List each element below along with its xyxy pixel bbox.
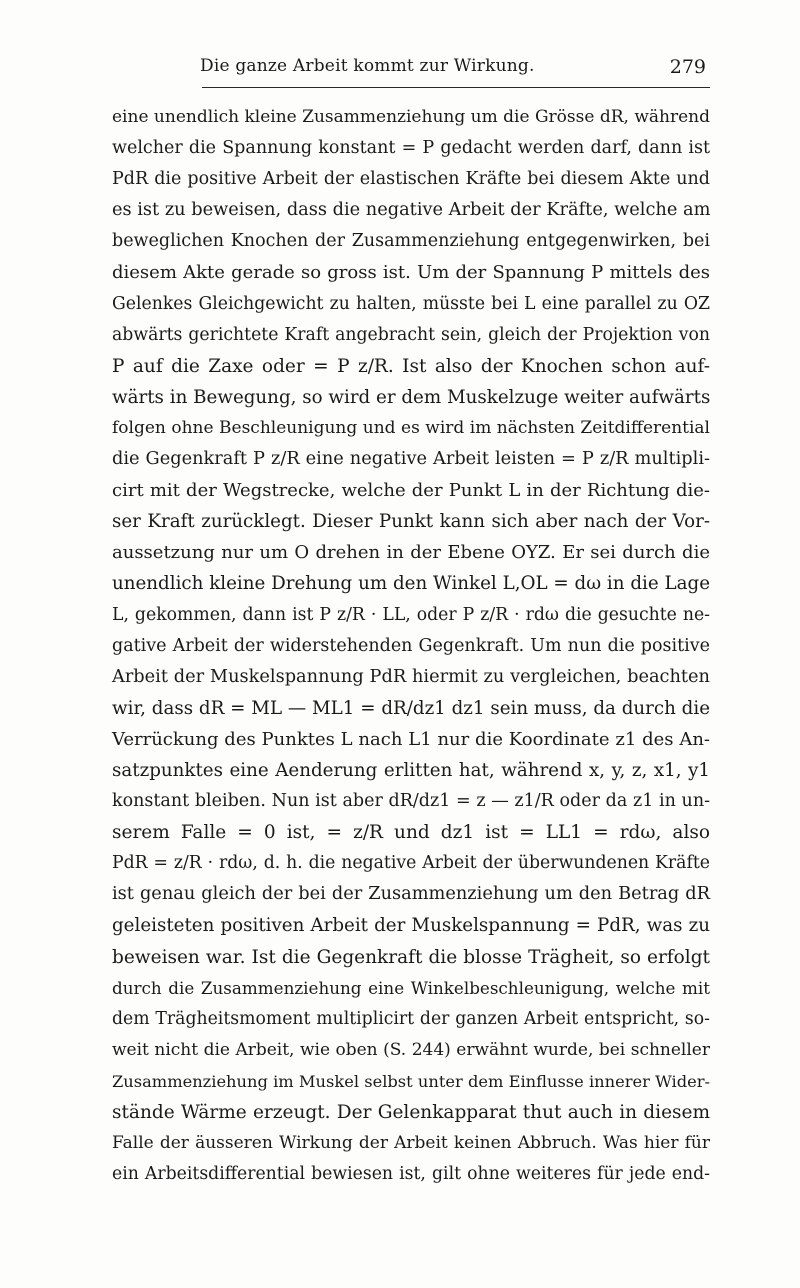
text-line: P auf die Zaxe oder = P z/R. Ist also der Knochen schon auf-: [112, 355, 710, 377]
text-line: unendlich kleine Drehung um den Winkel L,OL = dω in die Lage: [112, 573, 710, 595]
text-line: die Gegenkraft P z/R eine negative Arbeit leisten = P z/R multipli-: [112, 449, 710, 470]
text-line: eine unendlich kleine Zusammenziehung um die Grösse dR, während: [112, 107, 710, 127]
text-line: welcher die Spannung konstant = P gedacht werden darf, dann ist: [112, 138, 710, 159]
text-line: PdR die positive Arbeit der elastischen Kräfte bei diesem Akte und: [112, 169, 710, 190]
text-line: cirt mit der Wegstrecke, welche der Punkt L in der Richtung die-: [112, 480, 710, 502]
text-line: serem Falle = 0 ist, = z/R und dz1 ist = LL1 = rdω, also: [112, 822, 710, 844]
text-line: ein Arbeitsdifferential bewiesen ist, gilt ohne weiteres für jede end-: [112, 1164, 710, 1185]
page-number: 279: [669, 56, 706, 78]
text-line: ser Kraft zurücklegt. Dieser Punkt kann sich aber nach der Vor-: [112, 511, 710, 533]
text-line: aussetzung nur um O drehen in der Ebene OYZ. Er sei durch die: [112, 542, 710, 564]
text-line: beweglichen Knochen der Zusammenziehung entgegenwirken, bei: [112, 231, 710, 252]
text-line: weit nicht die Arbeit, wie oben (S. 244) erwähnt wurde, bei schneller: [112, 1039, 710, 1060]
text-line: PdR = z/R · rdω, d. h. die negative Arbeit der überwundenen Kräfte: [112, 853, 710, 874]
text-line: Arbeit der Muskelspannung PdR hiermit zu vergleichen, beachten: [112, 666, 710, 687]
running-head: Die ganze Arbeit kommt zur Wirkung.: [200, 56, 535, 76]
text-line: wärts in Bewegung, so wird er dem Muskelzuge weiter aufwärts: [112, 386, 711, 408]
text-line: konstant bleiben. Nun ist aber dR/dz1 = z — z1/R oder da z1 in un-: [112, 791, 710, 812]
text-line: stände Wärme erzeugt. Der Gelenkapparat thut auch in diesem: [112, 1102, 710, 1123]
text-line: durch die Zusammenziehung eine Winkelbeschleunigung, welche mit: [112, 977, 710, 998]
text-line: gative Arbeit der widerstehenden Gegenkraft. Um nun die positive: [112, 635, 710, 656]
header-rule: [202, 87, 710, 88]
text-line: Zusammenziehung im Muskel selbst unter dem Einflusse innerer Wider-: [112, 1071, 710, 1091]
page-header: [110, 48, 710, 88]
text-line: folgen ohne Beschleunigung und es wird im nächsten Zeitdifferential: [112, 417, 710, 438]
text-line: L, gekommen, dann ist P z/R · LL, oder P z/R · rdω die gesuchte ne-: [112, 604, 710, 625]
text-line: satzpunktes eine Aenderung erlitten hat, während x, y, z, x1, y1: [112, 759, 710, 781]
text-line: beweisen war. Ist die Gegenkraft die blosse Trägheit, so erfolgt: [112, 946, 710, 968]
text-line: diesem Akte gerade so gross ist. Um der Spannung P mittels des: [112, 262, 710, 284]
text-line: wir, dass dR = ML — ML1 = dR/dz1 dz1 sein muss, da durch die: [112, 697, 710, 719]
text-line: abwärts gerichtete Kraft angebracht sein, gleich der Projektion von: [112, 324, 710, 345]
text-line: Gelenkes Gleichgewicht zu halten, müsste bei L eine parallel zu OZ: [112, 293, 710, 314]
text-line: geleisteten positiven Arbeit der Muskelspannung = PdR, was zu: [112, 915, 710, 937]
text-line: es ist zu beweisen, dass die negative Arbeit der Kräfte, welche am: [112, 200, 711, 221]
text-line: ist genau gleich der bei der Zusammenziehung um den Betrag dR: [112, 884, 710, 905]
text-line: Verrückung des Punktes L nach L1 nur die Koordinate z1 des An-: [112, 728, 710, 750]
body-text: [112, 102, 710, 1190]
text-line: Falle der äusseren Wirkung der Arbeit keinen Abbruch. Was hier für: [112, 1133, 710, 1154]
text-line: dem Trägheitsmoment multiplicirt der ganzen Arbeit entspricht, so-: [112, 1008, 710, 1029]
